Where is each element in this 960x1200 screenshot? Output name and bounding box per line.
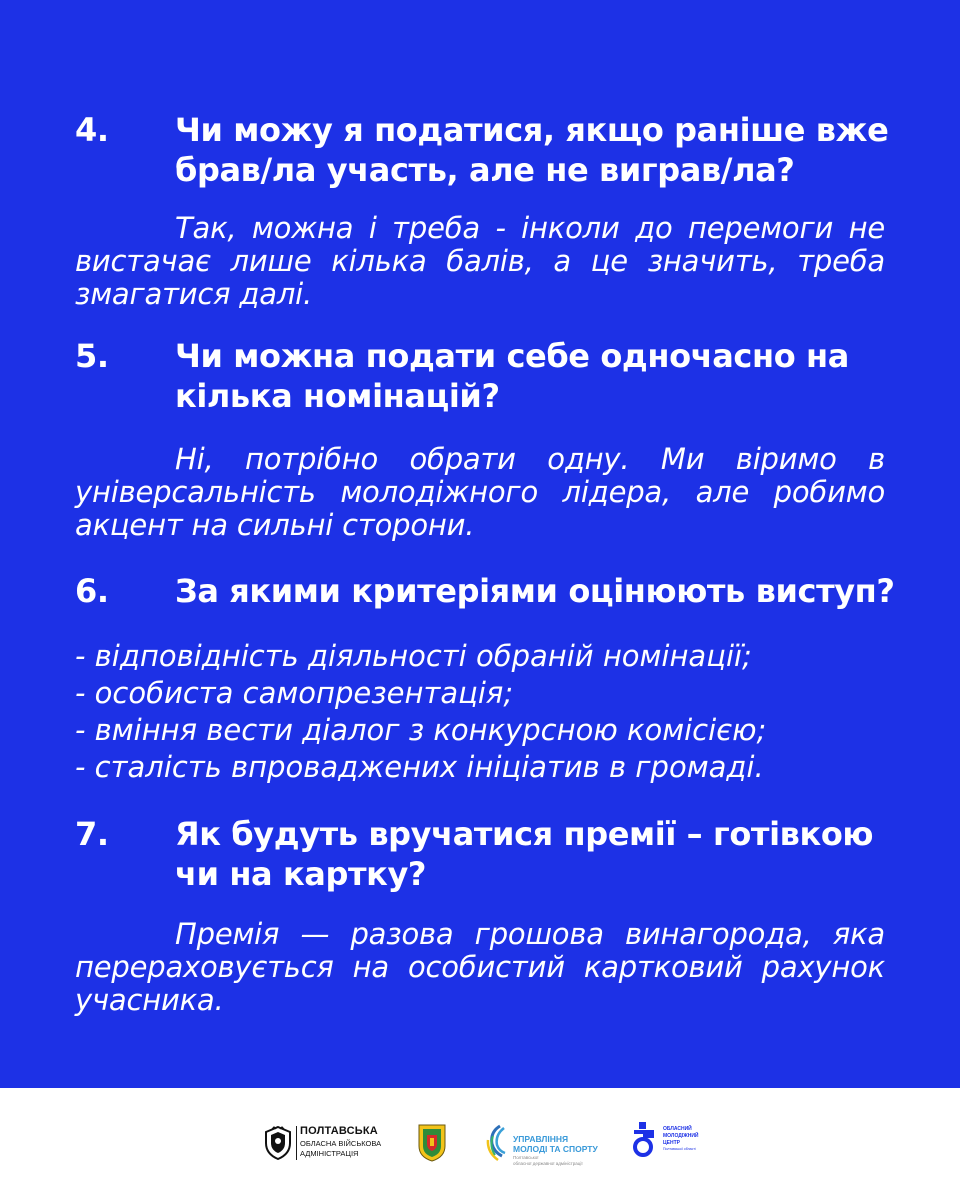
criteria-item: - сталість впроваджених ініціатив в громаді. (75, 750, 764, 784)
swoosh-logo-icon (484, 1122, 510, 1164)
answer-text: Премія — разова грошова винагорода, яка перераховується на особистий картковий рахунок учасника. (75, 917, 885, 1017)
question-number: 4. (75, 111, 109, 149)
question-line: брав/ла участь, але не виграв/ла? (175, 151, 795, 189)
question-6 (75, 571, 895, 611)
criteria-item: - відповідність діяльності обраній номінації; (75, 639, 752, 673)
question-4 (75, 110, 895, 190)
question-5 (75, 336, 895, 416)
omc-title: ЦЕНТР (663, 1140, 680, 1146)
omc-title: МОЛОДІЖНИЙ (663, 1133, 699, 1139)
question-line: Як будуть вручатися премії – готівкою (175, 815, 874, 853)
answer-text: Ні, потрібно обрати одну. Ми віримо в універсальність молодіжного лідера, але робимо акцент на сильні сторони. (75, 442, 885, 542)
answer-7 (75, 918, 885, 1017)
upr-title: УПРАВЛІННЯ (513, 1134, 569, 1144)
answer-4 (75, 212, 885, 311)
partner-logos-footer (0, 1088, 960, 1200)
answer-5 (75, 443, 885, 542)
question-7 (75, 814, 895, 894)
criteria-item: - особиста самопрезентація; (75, 676, 514, 710)
omc-logo-icon (630, 1120, 658, 1160)
question-line: кілька номінацій? (175, 377, 500, 415)
question-line: чи на картку? (175, 855, 427, 893)
question-line: За якими критеріями оцінюють виступ? (175, 572, 895, 610)
criteria-list (75, 638, 905, 786)
question-number: 7. (75, 815, 109, 853)
question-number: 5. (75, 337, 109, 375)
poltava-subtitle: ОБЛАСНА ВІЙСЬКОВА (300, 1139, 382, 1148)
poltava-crest-icon (416, 1122, 448, 1162)
upr-subtitle: Полтавської (513, 1155, 539, 1160)
logo-divider (296, 1126, 297, 1160)
omc-title: ОБЛАСНИЙ (663, 1126, 692, 1132)
omc-subtitle: Полтавської області (663, 1147, 696, 1151)
poltava-subtitle: АДМІНІСТРАЦІЯ (300, 1149, 359, 1158)
answer-text: Так, можна і треба - інколи до перемоги не вистачає лише кілька балів, а це значить, треба змагатися далі. (75, 211, 885, 311)
upr-title: МОЛОДІ ТА СПОРТУ (513, 1144, 598, 1154)
question-line: Чи можна подати себе одночасно на (175, 337, 849, 375)
criteria-item: - вміння вести діалог з конкурсною комісією; (75, 713, 767, 747)
youth-sport-department-logo (484, 1122, 614, 1166)
question-line: Чи можу я податися, якщо раніше вже (175, 111, 889, 149)
regional-youth-center-logo (630, 1120, 710, 1164)
upr-subtitle: обласної державної адміністрації (513, 1161, 583, 1166)
coat-of-arms-icon (263, 1126, 293, 1160)
poltava-title: ПОЛТАВСЬКА (300, 1125, 378, 1137)
question-number: 6. (75, 572, 109, 610)
